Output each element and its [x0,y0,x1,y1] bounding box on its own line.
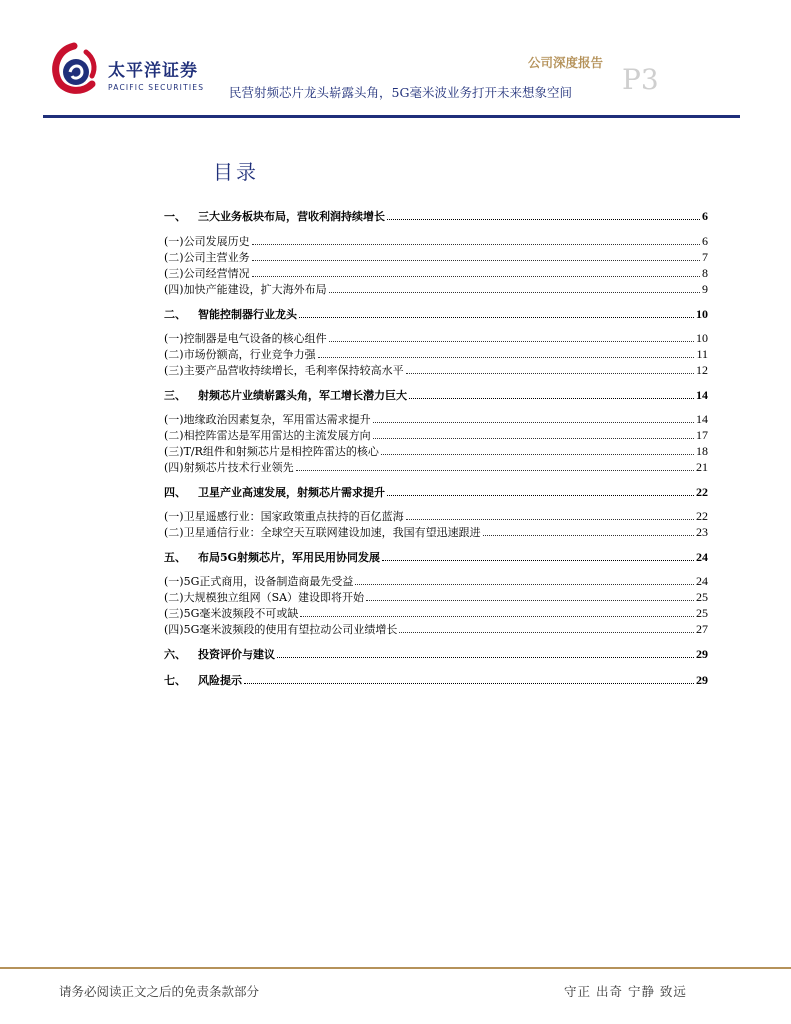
toc-entry-title: (三)主要产品营收持续增长，毛利率保持较高水平 [164,364,404,377]
toc-dot-leader [381,454,694,455]
toc-dot-leader [409,398,694,399]
toc-entry-page: 6 [702,209,708,223]
toc-entry-title: (一)控制器是电气设备的核心组件 [164,332,327,345]
page-letter: P [622,63,641,96]
toc-entry-page: 9 [702,282,708,296]
toc-entry[interactable] [164,550,708,564]
page-number: 3 [640,63,659,96]
toc-entry[interactable] [164,347,708,361]
toc-dot-leader [329,292,700,293]
toc-entry[interactable] [164,363,708,377]
toc-dot-leader [252,276,700,277]
toc-dot-leader [366,600,694,601]
toc-entry-page: 14 [696,388,708,402]
toc-entry-title: 投资评价与建议 [198,648,275,661]
toc-entry[interactable] [164,509,708,523]
toc-entry[interactable] [164,388,708,402]
toc-dot-leader [355,584,694,585]
toc-entry-title: (一)卫星遥感行业：国家政策重点扶持的百亿蓝海 [164,510,404,523]
toc-dot-leader [299,317,694,318]
toc-entry[interactable] [164,673,708,687]
toc-entry[interactable] [164,412,708,426]
brand-name-cn: 太平洋证券 [108,61,198,81]
footer-rule [0,967,791,969]
toc-entry-page: 25 [696,606,708,620]
toc-entry-title: 风险提示 [198,674,242,687]
toc-entry[interactable] [164,485,708,499]
toc-entry-page: 24 [696,574,708,588]
toc-entry-page: 17 [696,428,708,442]
brand [108,62,204,92]
report-title: 民营射频芯片龙头崭露头角，5G毫米波业务打开未来想象空间 [229,85,572,100]
toc-dot-leader [277,657,694,658]
toc-entry[interactable] [164,444,708,458]
toc-dot-leader [252,244,700,245]
report-type: 公司深度报告 [528,55,604,70]
toc-dot-leader [373,438,694,439]
toc-entry-page: 25 [696,590,708,604]
toc-entry-title: 卫星产业高速发展，射频芯片需求提升 [198,486,385,499]
toc-dot-leader [329,341,694,342]
toc-entry[interactable] [164,428,708,442]
toc-entry[interactable] [164,282,708,296]
toc-entry[interactable] [164,250,708,264]
toc-entry-number: 五、 [164,551,186,564]
page-mark [622,60,659,98]
toc-entry[interactable] [164,525,708,539]
toc-entry[interactable] [164,606,708,620]
footer-motto: 守正 出奇 宁静 致远 [564,984,687,999]
toc-dot-leader [318,357,695,358]
toc-dot-leader [382,560,694,561]
toc-entry-page: 24 [696,550,708,564]
toc-entry-number: 七、 [164,674,186,687]
toc-entry[interactable] [164,574,708,588]
toc-entry[interactable] [164,460,708,474]
toc-entry-page: 27 [696,622,708,636]
toc-entry-title: (一)5G正式商用，设备制造商最先受益 [164,575,354,588]
toc-entry-title: (四)射频芯片技术行业领先 [164,461,294,474]
toc-dot-leader [300,616,694,617]
toc-entry-page: 18 [696,444,708,458]
toc-dot-leader [399,632,694,633]
toc-entry[interactable] [164,307,708,321]
company-logo [46,42,102,98]
toc-entry[interactable] [164,234,708,248]
toc-entry[interactable] [164,266,708,280]
toc-entry-page: 12 [696,363,708,377]
toc-dot-leader [296,470,694,471]
toc-entry[interactable] [164,647,708,661]
toc-entry-page: 22 [696,485,708,499]
toc-entry-title: (二)大规模独立组网（SA）建设即将开始 [164,591,365,604]
toc-entry-page: 23 [696,525,708,539]
toc-entry-page: 10 [696,307,708,321]
toc-entry[interactable] [164,331,708,345]
toc-entry-title: (二)相控阵雷达是军用雷达的主流发展方向 [164,429,371,442]
toc-entry[interactable] [164,590,708,604]
toc-entry-title: (一)公司发展历史 [164,235,250,248]
toc-dot-leader [483,535,694,536]
toc-entry-page: 21 [696,460,708,474]
toc-entry[interactable] [164,622,708,636]
toc-entry-title: 布局5G射频芯片，军用民用协同发展 [198,551,381,564]
toc-entry-title: (三)T/R组件和射频芯片是相控阵雷达的核心 [164,445,379,458]
brand-name-en: PACIFIC SECURITIES [108,83,205,92]
toc-entry-number: 六、 [164,648,186,661]
footer-disclaimer: 请务必阅读正文之后的免责条款部分 [59,984,260,999]
toc-entry-number: 四、 [164,486,186,499]
toc-entry-page: 7 [702,250,708,264]
toc-dot-leader [252,260,700,261]
toc-entry-page: 10 [696,331,708,345]
toc-entry-title: (二)公司主营业务 [164,251,250,264]
toc-entry-title: (四)5G毫米波频段的使用有望拉动公司业绩增长 [164,623,398,636]
toc-dot-leader [373,422,694,423]
toc-entry-title: (二)卫星通信行业：全球空天互联网建设加速，我国有望迅速跟进 [164,526,481,539]
toc-entry-page: 22 [696,509,708,523]
toc-dot-leader [387,495,694,496]
toc-dot-leader [387,219,700,220]
toc-entry-title: (一)地缘政治因素复杂，军用雷达需求提升 [164,413,371,426]
toc-entry-page: 29 [696,673,708,687]
toc-entry-title: (三)5G毫米波频段不可或缺 [164,607,299,620]
header-rule [43,115,740,118]
toc-entry-page: 6 [702,234,708,248]
toc-entry-number: 二、 [164,308,186,321]
toc-entry-number: 三、 [164,389,186,402]
toc-entry-title: (四)加快产能建设，扩大海外布局 [164,283,327,296]
toc-entry-page: 11 [696,347,708,361]
toc-entry-title: (三)公司经营情况 [164,267,250,280]
toc-entry-page: 14 [696,412,708,426]
toc-entry-page: 8 [702,266,708,280]
toc-entry-title: 射频芯片业绩崭露头角，军工增长潜力巨大 [198,389,407,402]
toc-entry-number: 一、 [164,210,186,223]
toc-dot-leader [406,373,694,374]
toc-entry[interactable] [164,209,708,223]
toc-dot-leader [244,683,694,684]
toc-heading: 目录 [213,160,259,184]
toc-entry-title: 智能控制器行业龙头 [198,308,297,321]
toc-entry-title: 三大业务板块布局，营收利润持续增长 [198,210,385,223]
toc-dot-leader [406,519,694,520]
toc-entry-title: (二)市场份额高，行业竞争力强 [164,348,316,361]
toc-entry-page: 29 [696,647,708,661]
